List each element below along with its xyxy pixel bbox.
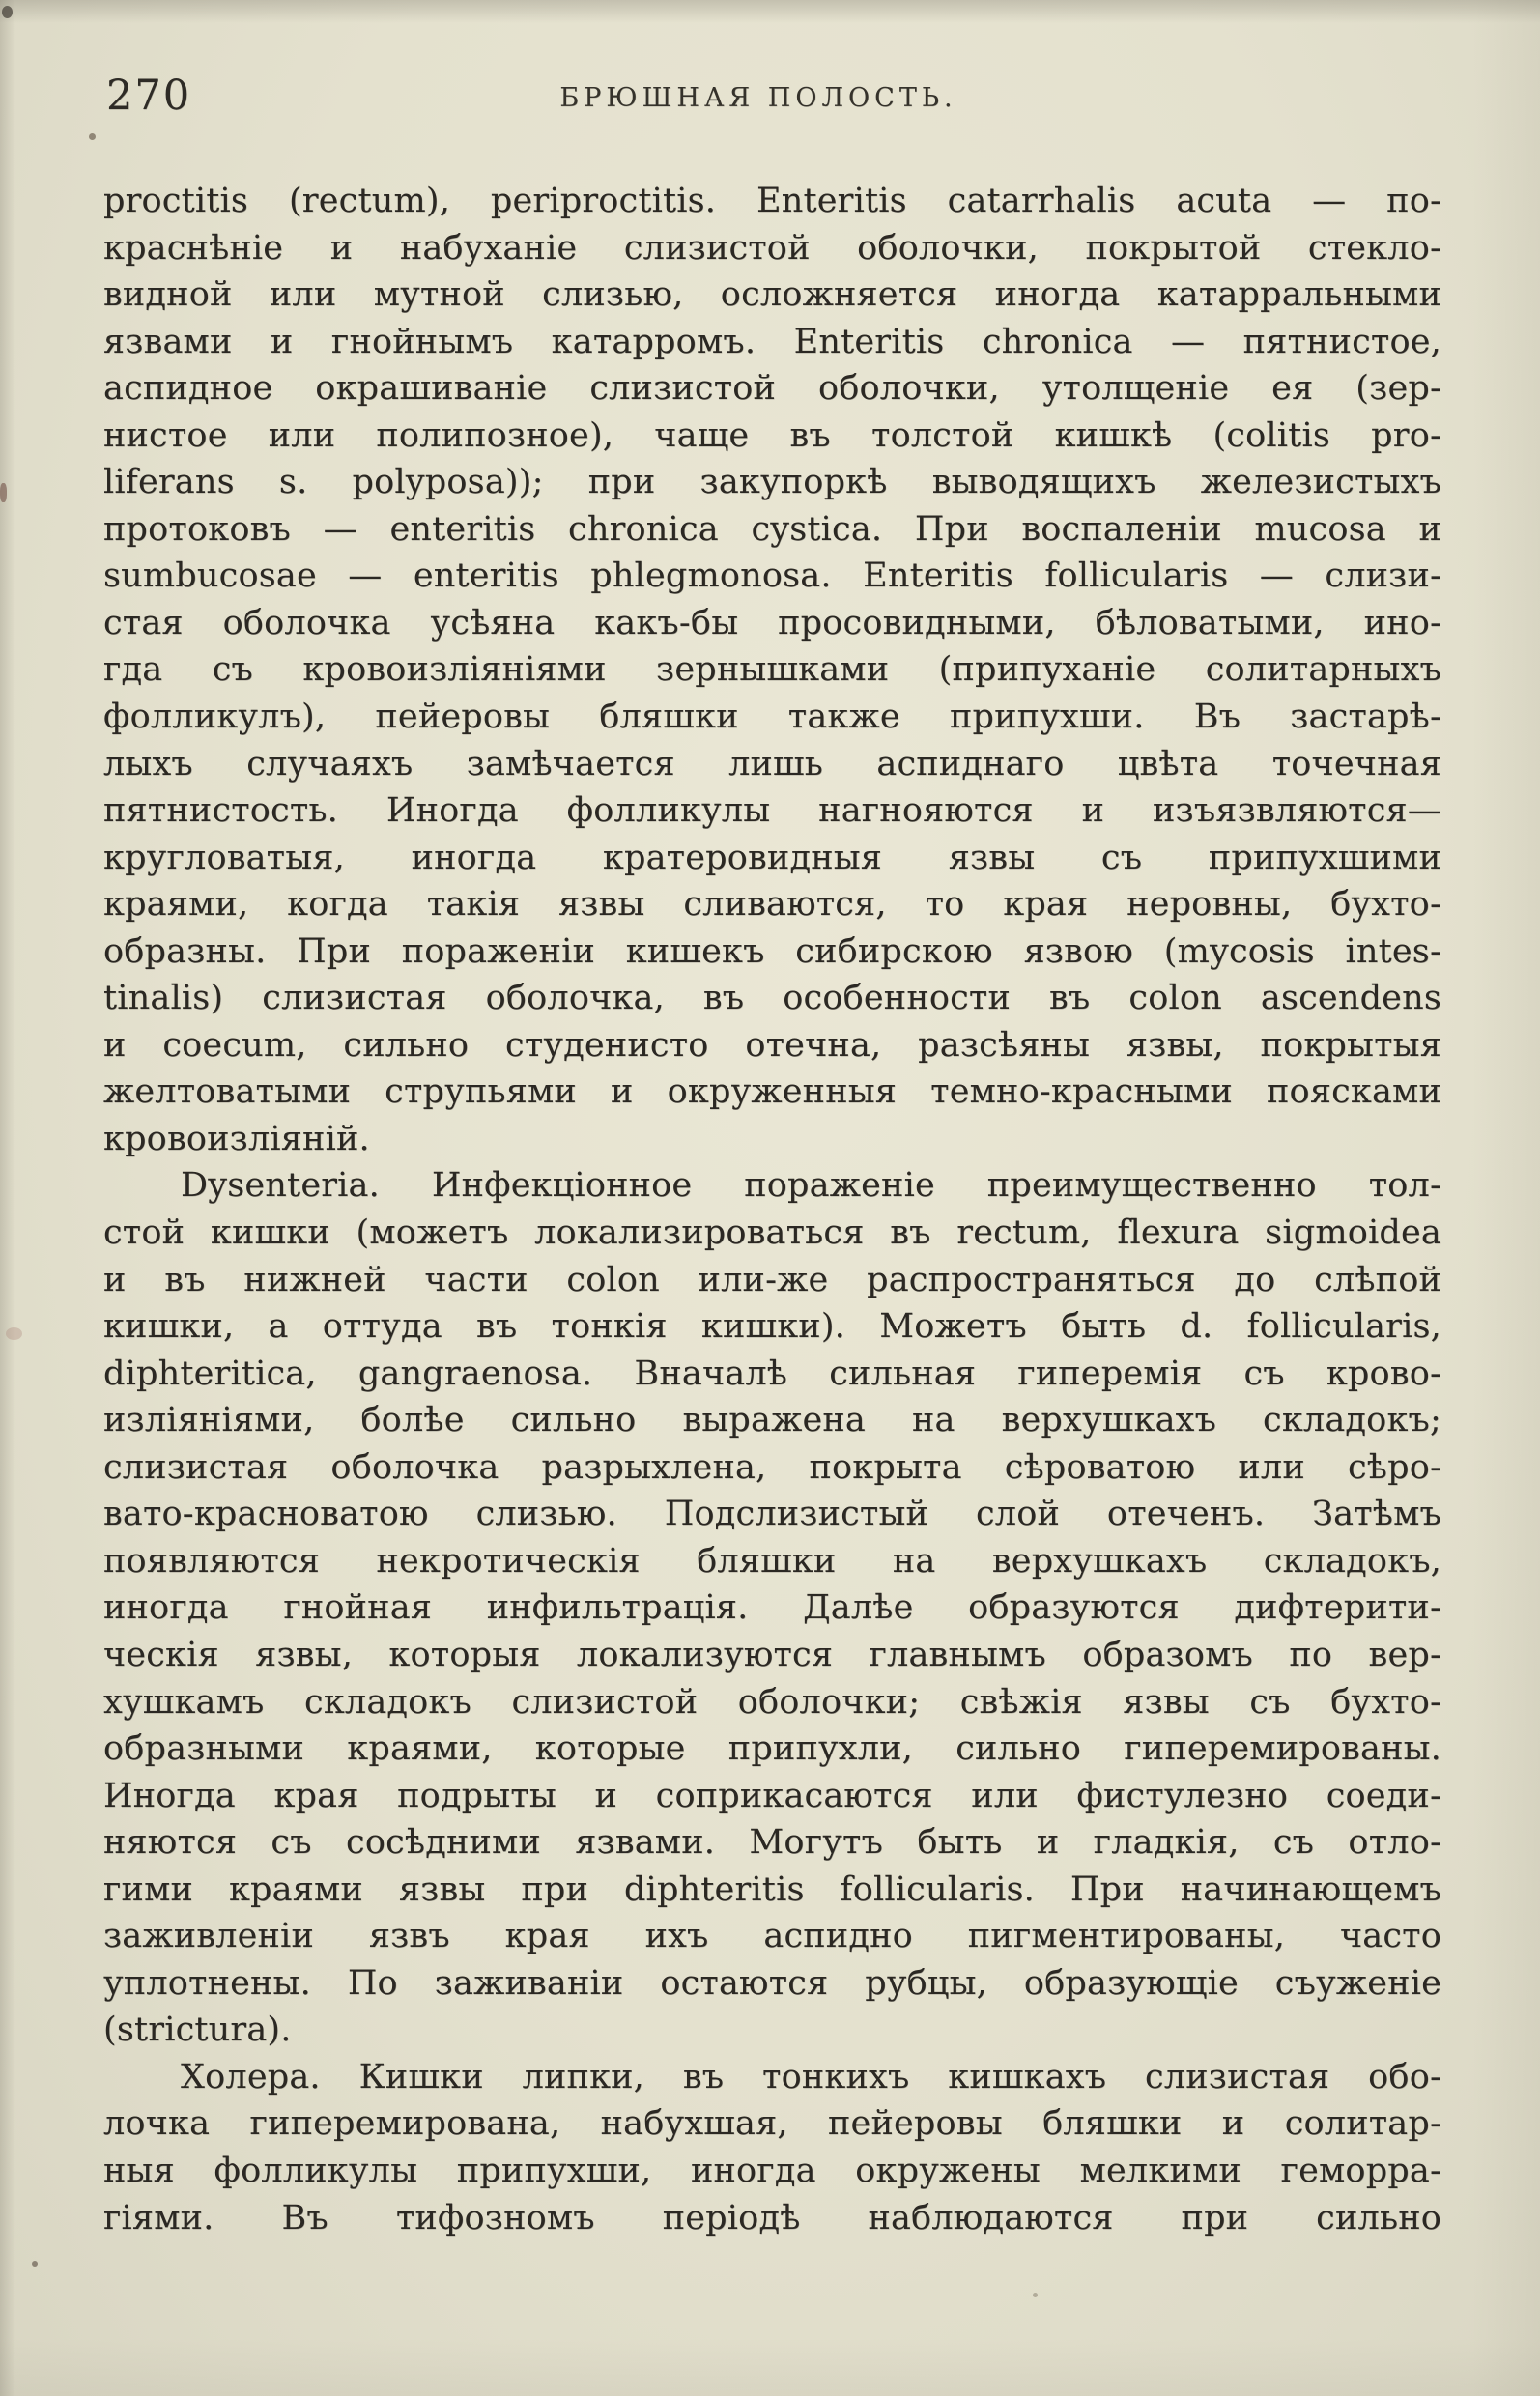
text-line: стой кишки (можетъ локализироваться въ rectum, flexura sigmoidea: [103, 1213, 1441, 1253]
text-line: появляются некротическія бляшки на верхушкахъ складокъ,: [103, 1541, 1441, 1581]
scan-speck: [2, 6, 13, 18]
text-line: гіями. Въ тифозномъ періодѣ наблюдаются при сильно: [103, 2198, 1441, 2238]
text-line: уплотнены. По заживаніи остаются рубцы, образующіе съуженіе: [103, 1963, 1441, 2003]
text-line: стая оболочка усѣяна какъ-бы просовидными, бѣловатыми, ино-: [103, 603, 1441, 642]
scan-speck: [32, 2261, 38, 2267]
text-line: и coecum, сильно студенисто отечна, разсѣяны язвы, покрытыя: [103, 1025, 1441, 1065]
text-line: образны. При пораженіи кишекъ сибирскою язвою (mycosis intes-: [103, 931, 1441, 971]
text-line: желтоватыми струпьями и окруженныя темно-красными поясками: [103, 1072, 1441, 1112]
text-line: хушкамъ складокъ слизистой оболочки; свѣжія язвы съ бухто-: [103, 1682, 1441, 1722]
text-line: sumbucosae — enteritis phlegmonosa. Enteritis follicularis — слизи-: [103, 556, 1441, 596]
text-line: аспидное окрашиваніе слизистой оболочки, утолщеніе ея (зер-: [103, 369, 1441, 409]
text-line: гда съ кровоизліяніями зернышками (припуханіе солитарныхъ: [103, 650, 1441, 690]
scan-speck: [6, 1327, 22, 1340]
text-line: слизистая оболочка разрыхлена, покрыта сѣроватою или сѣро-: [103, 1447, 1441, 1487]
scan-speck: [89, 133, 96, 140]
text-line: лыхъ случаяхъ замѣчается лишь аспиднаго цвѣта точечная: [103, 744, 1441, 784]
text-line: и въ нижней части colon или-же распространяться до слѣпой: [103, 1260, 1441, 1299]
text-line: tinalis) слизистая оболочка, въ особенности въ colon ascendens: [103, 979, 1441, 1018]
text-line: (strictura).: [103, 2011, 292, 2050]
text-line: образными краями, которые припухли, сильно гиперемированы.: [103, 1729, 1441, 1769]
text-line: Dysenteria. Инфекціонное пораженіе преимущественно тол-: [181, 1166, 1441, 1206]
text-block: [103, 178, 1441, 2241]
text-line: нистое или полипозное), чаще въ толстой кишкѣ (colitis pro-: [103, 415, 1441, 455]
text-line: заживленіи язвъ края ихъ аспидно пигментированы, часто: [103, 1917, 1441, 1956]
text-line: кишки, а оттуда въ тонкія кишки). Можетъ быть d. follicularis,: [103, 1307, 1441, 1347]
page-number: 270: [106, 71, 192, 120]
text-line: иногда гнойная инфильтрація. Далѣе образуются дифтерити-: [103, 1588, 1441, 1628]
text-line: кровоизліяній.: [103, 1119, 370, 1158]
text-line: краями, когда такія язвы сливаются, то края неровны, бухто-: [103, 885, 1441, 925]
text-line: ныя фолликулы припухши, иногда окружены мелкими геморра-: [103, 2151, 1441, 2190]
text-line: краснѣніе и набуханіе слизистой оболочки, покрытой стекло-: [103, 228, 1441, 268]
text-line: изліяніями, болѣе сильно выражена на верхушкахъ складокъ;: [103, 1401, 1441, 1440]
text-line: proctitis (rectum), periproctitis. Enteritis catarrhalis acuta — по-: [103, 182, 1441, 220]
text-line: видной или мутной слизью, осложняется иногда катарральными: [103, 275, 1441, 315]
text-line: diphteritica, gangraenosa. Вначалѣ сильная гиперемія съ крово-: [103, 1354, 1441, 1393]
text-line: няются съ сосѣдними язвами. Могутъ быть и гладкія, съ отло-: [103, 1823, 1441, 1863]
text-line: протоковъ — enteritis chronica cystica. При воспаленіи mucosa и: [103, 509, 1441, 549]
running-header: БРЮШНАЯ ПОЛОСТЬ.: [559, 83, 957, 113]
text-line: гими краями язвы при diphteritis follicularis. При начинающемъ: [103, 1869, 1441, 1909]
text-line: лочка гиперемирована, набухшая, пейеровы бляшки и солитар-: [103, 2104, 1441, 2144]
text-line: Иногда края подрыты и соприкасаются или фистулезно соеди-: [103, 1776, 1441, 1815]
text-line: язвами и гнойнымъ катарромъ. Enteritis chronica — пятнистое,: [103, 322, 1441, 361]
text-line: liferans s. polyposa)); при закупоркѣ выводящихъ железистыхъ: [103, 463, 1441, 502]
text-line: вато-красноватою слизью. Подслизистый слой отеченъ. Затѣмъ: [103, 1495, 1441, 1534]
scan-speck: [1033, 2293, 1038, 2297]
text-line: кругловатыя, иногда кратеровидныя язвы съ припухшими: [103, 838, 1441, 877]
text-line: пятнистость. Иногда фолликулы нагнояются и изъязвляются—: [103, 791, 1441, 831]
text-line: фолликулъ), пейеровы бляшки также припухши. Въ застарѣ-: [103, 698, 1441, 737]
text-line: ческія язвы, которыя локализуются главнымъ образомъ по вер-: [103, 1635, 1441, 1674]
text-line: Холера. Кишки липки, въ тонкихъ кишкахъ слизистая обо-: [181, 2057, 1441, 2096]
scan-speck: [0, 483, 7, 502]
